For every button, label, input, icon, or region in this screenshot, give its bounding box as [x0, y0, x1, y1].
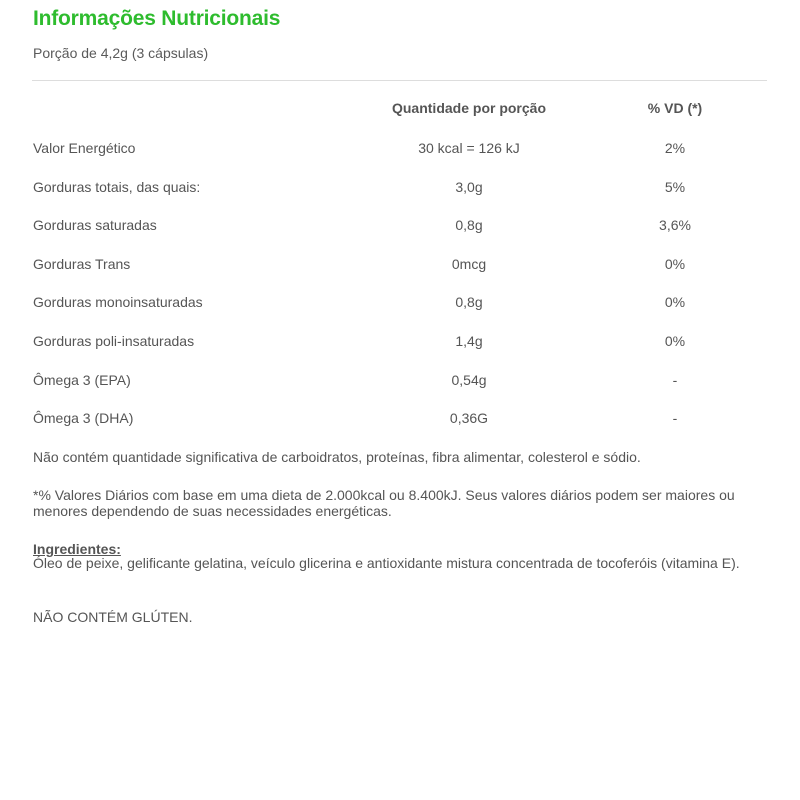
nutrient-vd: 2% [664, 140, 686, 156]
nutrient-vd: 5% [664, 179, 686, 195]
portion-size: Porção de 4,2g (3 cápsulas) [33, 45, 209, 61]
nutrient-vd: - [672, 372, 678, 388]
nutrient-label: Gorduras totais, das quais: [33, 179, 201, 195]
table-row [0, 369, 800, 391]
nutrient-label: Gorduras monoinsaturadas [33, 294, 203, 310]
nutrient-vd: 0% [664, 333, 686, 349]
nutrient-quantity: 0mcg [451, 256, 487, 272]
nutrient-quantity: 0,8g [455, 217, 483, 233]
nutrient-vd: 0% [664, 256, 686, 272]
gluten-notice: NÃO CONTÉM GLÚTEN. [33, 609, 193, 625]
nutrient-quantity: 1,4g [455, 333, 483, 349]
nutrient-quantity: 0,8g [455, 294, 483, 310]
nutrient-label: Ômega 3 (DHA) [33, 410, 134, 426]
page-title: Informações Nutricionais [33, 7, 281, 30]
nutrient-vd: 3,6% [659, 217, 691, 233]
nutrient-label: Valor Energético [33, 140, 136, 156]
divider [32, 80, 767, 81]
table-row [0, 407, 800, 429]
nutrient-label: Ômega 3 (EPA) [33, 372, 131, 388]
table-row [0, 137, 800, 159]
nutrient-label: Gorduras Trans [33, 256, 131, 272]
ingredients-text: Óleo de peixe, gelificante gelatina, veículo glicerina e antioxidante mistura concentrada de tocoferóis (vitamina E). [33, 555, 740, 571]
nutrient-label: Gorduras saturadas [33, 217, 157, 233]
table-row [0, 291, 800, 313]
ingredients-title: Ingredientes: [33, 541, 121, 557]
no-significant-note: Não contém quantidade significativa de carboidratos, proteínas, fibra alimentar, colesterol e sódio. [33, 449, 641, 465]
table-header [0, 97, 800, 119]
table-row [0, 214, 800, 236]
nutrient-quantity: 0,36G [449, 410, 489, 426]
nutrient-label: Gorduras poli-insaturadas [33, 333, 195, 349]
table-row [0, 253, 800, 275]
nutrient-quantity: 30 kcal = 126 kJ [418, 140, 520, 156]
header-vd: % VD (*) [647, 100, 703, 116]
daily-values-note: *% Valores Diários com base em uma dieta de 2.000kcal ou 8.400kJ. Seus valores diários podem ser maiores ou menores dependendo de suas necessidades energéticas. [33, 487, 735, 519]
nutrient-vd: 0% [664, 294, 686, 310]
nutrient-vd: - [672, 410, 678, 426]
header-quantity: Quantidade por porção [391, 100, 547, 116]
nutrient-quantity: 0,54g [451, 372, 487, 388]
table-row [0, 330, 800, 352]
nutrient-quantity: 3,0g [455, 179, 483, 195]
table-row [0, 176, 800, 198]
